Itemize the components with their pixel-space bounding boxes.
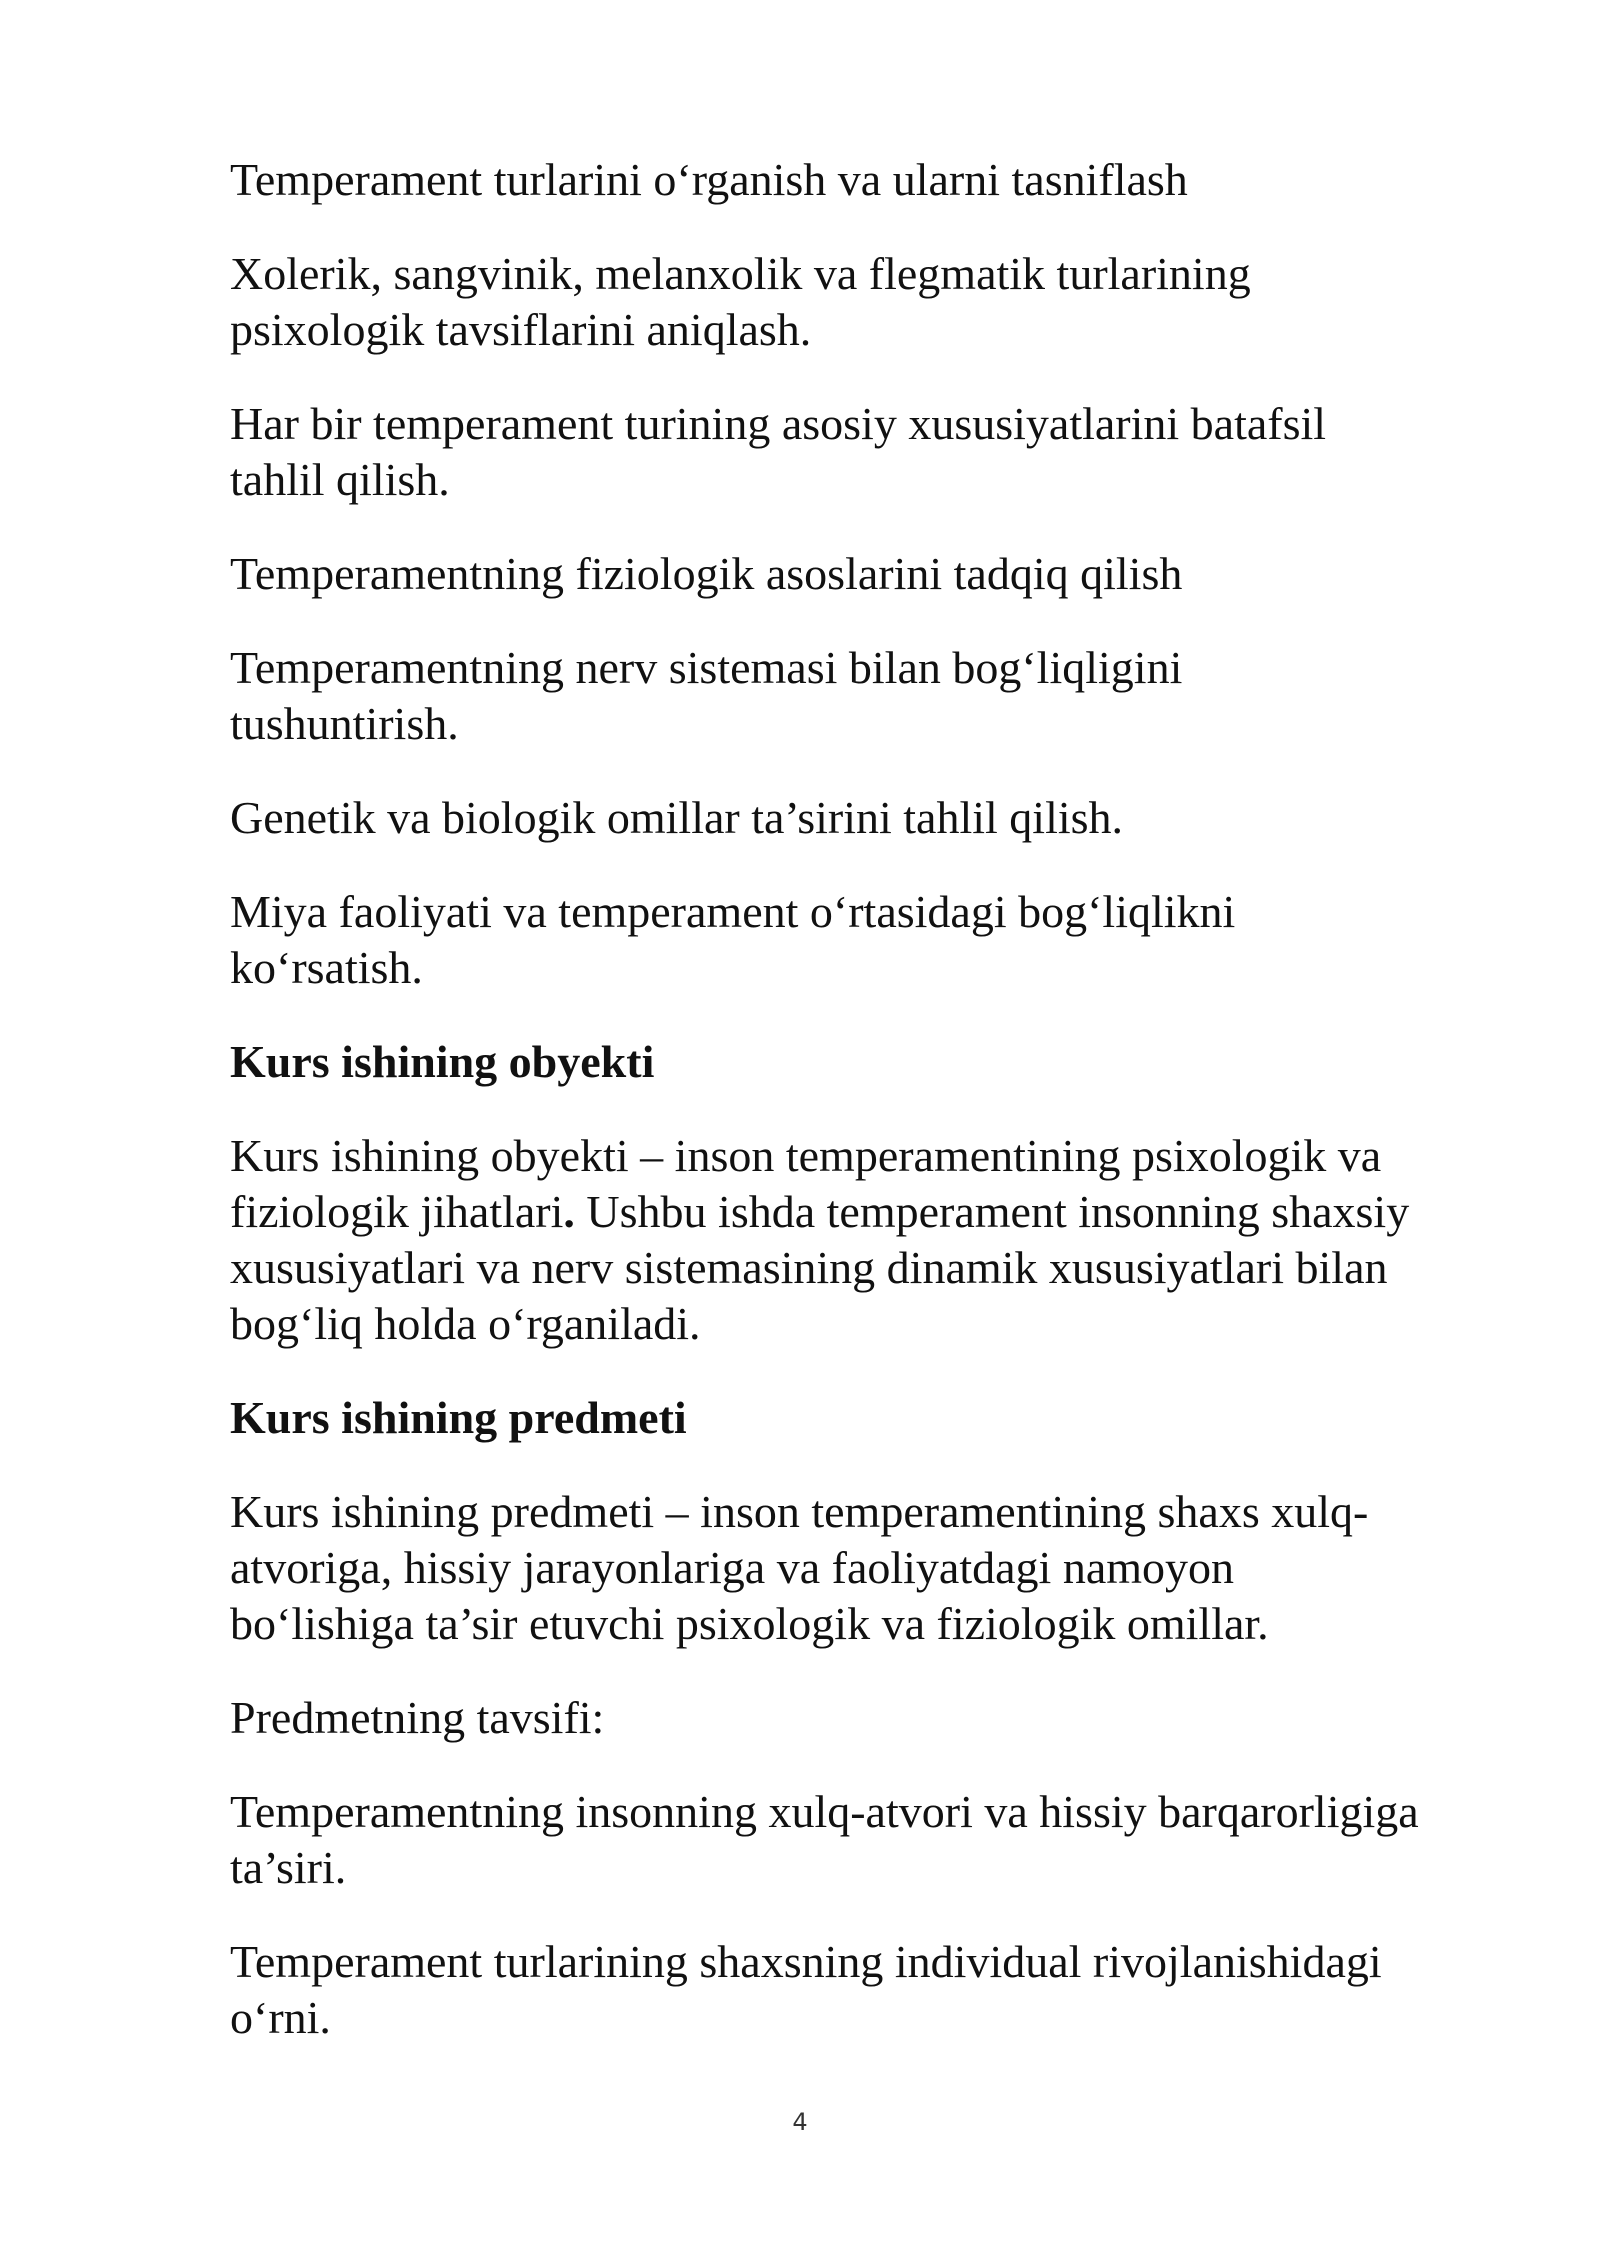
paragraph-brain-activity: Miya faoliyati va temperament o‘rtasidagi bog‘liqlikni ko‘rsatish. (230, 886, 1236, 993)
paragraph-behavior-influence: Temperamentning insonning xulq-atvori va hissiy barqarorligiga ta’siri. (230, 1786, 1419, 1893)
object-text-part2: Ushbu ishda temperament insonning shaxsiy xususiyatlari va nerv sistemasining dinamik xususiyatlari bilan bog‘liq holda o‘rganiladi. (230, 1186, 1410, 1349)
paragraph-course-object (230, 1128, 1520, 1352)
page-number: 4 (792, 2108, 808, 2136)
paragraph-main-features: Har bir temperament turining asosiy xususiyatlarini batafsil tahlil qilish. (230, 398, 1327, 505)
paragraph-individual-development: Temperament turlarining shaxsning individual rivojlanishidagi o‘rni. (230, 1936, 1382, 2043)
paragraph-physiological-basis: Temperamentning fiziologik asoslarini tadqiq qilish (230, 548, 1183, 599)
page-content (230, 152, 1520, 2084)
paragraph-genetic-factors: Genetik va biologik omillar ta’sirini tahlil qilish. (230, 792, 1124, 843)
heading-course-subject: Kurs ishining predmeti (230, 1392, 687, 1443)
paragraph-psychological-descriptions: Xolerik, sangvinik, melanxolik va flegmatik turlarining psixologik tavsiflarini aniqlash. (230, 248, 1251, 355)
heading-course-object: Kurs ishining obyekti (230, 1036, 655, 1087)
paragraph-course-subject: Kurs ishining predmeti – inson temperamentining shaxs xulq- atvoriga, hissiy jarayonlariga va faoliyatdagi namoyon bo‘lishiga ta’sir etuvchi psixologik va fiziologik omillar. (230, 1486, 1369, 1649)
object-text-bold-dot: . (563, 1186, 575, 1237)
paragraph-nervous-system: Temperamentning nerv sistemasi bilan bog‘liqligini tushuntirish. (230, 642, 1183, 749)
paragraph-temperament-types: Temperament turlarini o‘rganish va ularni tasniflash (230, 154, 1188, 205)
object-text-part1: Kurs ishining obyekti – inson temperamentining psixologik va fiziologik jihatlari (230, 1130, 1382, 1237)
paragraph-subject-description-label: Predmetning tavsifi: (230, 1692, 605, 1743)
